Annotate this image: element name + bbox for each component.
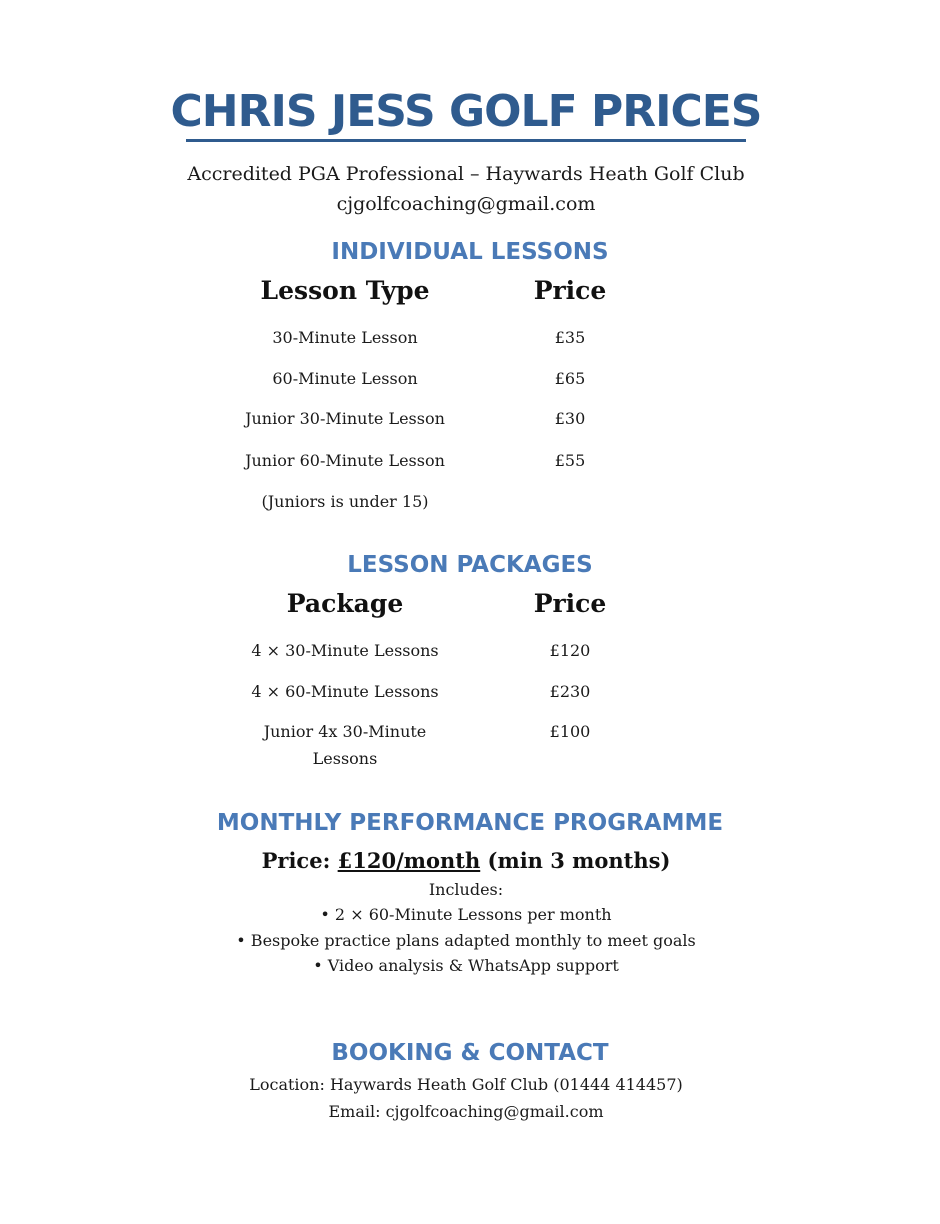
lesson-type-cell: Junior 60-Minute Lesson bbox=[245, 451, 445, 470]
lesson-type-cell: 30-Minute Lesson bbox=[272, 328, 418, 347]
package-cell: 4 × 30-Minute Lessons bbox=[251, 641, 439, 660]
juniors-note: (Juniors is under 15) bbox=[261, 492, 429, 511]
package-price-cell: £100 bbox=[549, 722, 591, 741]
monthly-price-amount: £120/month bbox=[337, 848, 481, 873]
lesson-price-cell: £35 bbox=[554, 328, 586, 347]
lesson-type-cell: 60-Minute Lesson bbox=[272, 369, 418, 388]
includes-item: • Video analysis & WhatsApp support bbox=[313, 956, 619, 975]
monthly-programme-heading: MONTHLY PERFORMANCE PROGRAMME bbox=[216, 810, 724, 836]
price-prefix: Price: bbox=[261, 848, 338, 873]
package-cell: Junior 4x 30-Minute bbox=[263, 722, 427, 741]
lesson-price-cell: £30 bbox=[554, 409, 586, 428]
booking-contact-heading: BOOKING & CONTACT bbox=[331, 1040, 609, 1066]
individual-lessons-heading: INDIVIDUAL LESSONS bbox=[331, 239, 609, 265]
includes-item: • 2 × 60-Minute Lessons per month bbox=[320, 905, 612, 924]
header-email: cjgolfcoaching@gmail.com bbox=[336, 193, 596, 215]
package-price-cell: £230 bbox=[549, 682, 591, 701]
package-column-header: Package bbox=[286, 589, 404, 618]
package-price-column-header: Price bbox=[533, 589, 607, 618]
lesson-packages-heading: LESSON PACKAGES bbox=[347, 552, 593, 578]
price-column-header: Price bbox=[533, 276, 607, 305]
contact-email: Email: cjgolfcoaching@gmail.com bbox=[328, 1102, 604, 1121]
contact-location: Location: Haywards Heath Golf Club (01444 414457) bbox=[249, 1075, 683, 1094]
lesson-price-cell: £55 bbox=[554, 451, 586, 470]
includes-item: • Bespoke practice plans adapted monthly to meet goals bbox=[236, 931, 696, 950]
lesson-type-cell: Junior 30-Minute Lesson bbox=[245, 409, 445, 428]
monthly-price-line bbox=[0, 845, 932, 877]
lesson-price-cell: £65 bbox=[554, 369, 586, 388]
price-minimum-term: (min 3 months) bbox=[480, 848, 671, 873]
includes-label: Includes: bbox=[428, 880, 504, 899]
package-cell: 4 × 60-Minute Lessons bbox=[251, 682, 439, 701]
page-title: CHRIS JESS GOLF PRICES bbox=[170, 86, 762, 137]
subtitle: Accredited PGA Professional – Haywards Heath Golf Club bbox=[187, 163, 745, 185]
package-cell-continued: Lessons bbox=[312, 749, 378, 768]
lesson-type-column-header: Lesson Type bbox=[260, 276, 430, 305]
package-price-cell: £120 bbox=[549, 641, 591, 660]
title-underline bbox=[186, 139, 746, 142]
